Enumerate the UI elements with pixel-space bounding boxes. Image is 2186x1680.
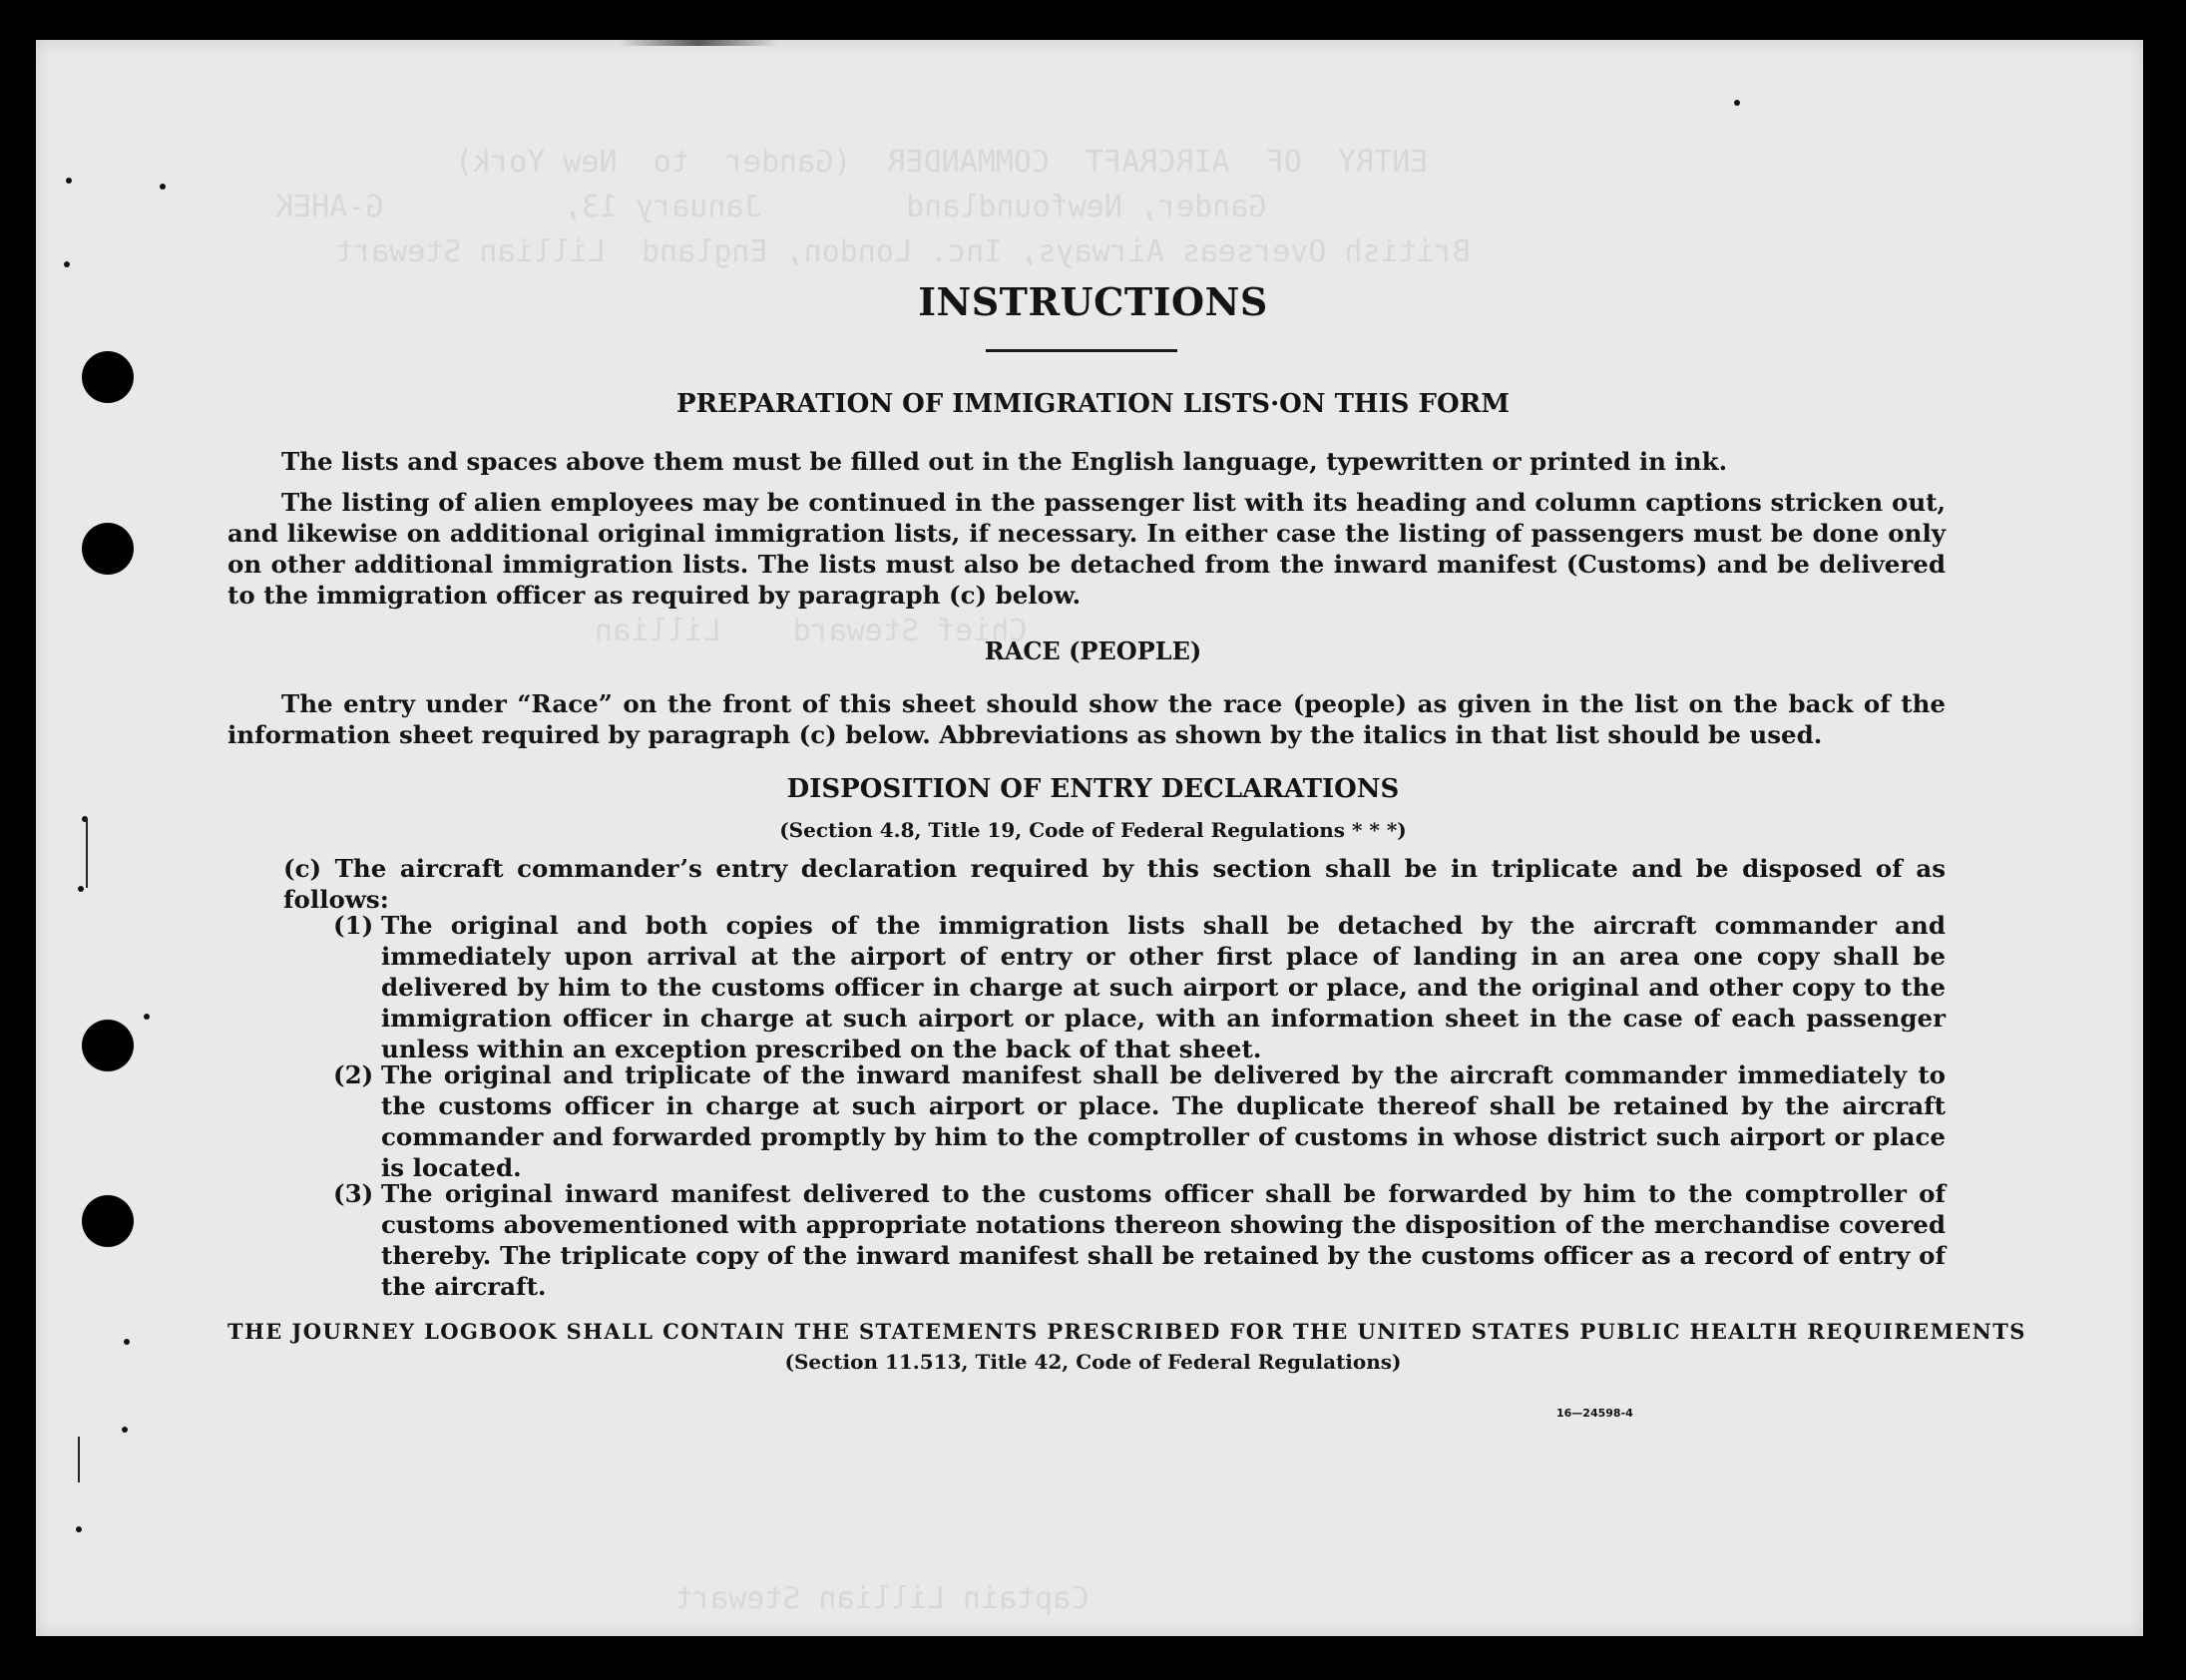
title-underline bbox=[986, 349, 1177, 352]
preparation-heading: PREPARATION OF IMMIGRATION LISTS·ON THIS FORM bbox=[676, 389, 1510, 419]
preparation-paragraph-1: The lists and spaces above them must be filled out in the English language, typewritten or printed in ink. bbox=[281, 447, 1728, 476]
disposition-heading: DISPOSITION OF ENTRY DECLARATIONS bbox=[786, 774, 1400, 804]
speck bbox=[78, 886, 84, 892]
clause-3-number: (3) bbox=[333, 1179, 374, 1208]
clause-2-number: (2) bbox=[333, 1060, 374, 1089]
speck bbox=[1734, 100, 1740, 106]
disposition-citation: (Section 4.8, Title 19, Code of Federal Regulations * * *) bbox=[779, 818, 1407, 842]
binder-hole bbox=[82, 1020, 134, 1071]
public-health-citation: (Section 11.513, Title 42, Code of Federal Regulations) bbox=[784, 1350, 1402, 1374]
bleed-through-text: ENTRY OF AIRCRAFT COMMANDER (Gander to New York) bbox=[455, 145, 1429, 180]
scan-edge-mark bbox=[619, 40, 778, 46]
clause-3-text: The original inward manifest delivered to the customs officer shall be forwarded by him to the comptroller of customs abovementioned with appropriate notations thereon showing the disposition of the merchandise covered thereby. The triplicate copy of the inward manifest shall be retained by the customs officer as a record of entry of the aircraft. bbox=[381, 1179, 1946, 1301]
disposition-intro: (c) The aircraft commander’s entry declaration required by this section shall be in triplicate and be disposed of as follows: bbox=[283, 854, 1946, 914]
clause-2-text: The original and triplicate of the inward manifest shall be delivered by the aircraft commander immediately to the customs officer in charge at such airport or place. The duplicate thereof shall be retained by the aircraft commander and forwarded promptly by him to the comptroller of customs in whose district such airport or place is located. bbox=[381, 1060, 1946, 1182]
form-number: 16—24598-4 bbox=[1556, 1407, 1633, 1420]
race-paragraph: The entry under “Race” on the front of this sheet should show the race (people) as given in the list on the back of the information sheet required by paragraph (c) below. Abbreviations as shown by the italics in that list should be used. bbox=[227, 689, 1946, 749]
speck bbox=[64, 261, 70, 267]
speck bbox=[76, 1526, 82, 1532]
speck bbox=[160, 184, 166, 190]
speck bbox=[144, 1014, 150, 1020]
race-heading: RACE (PEOPLE) bbox=[984, 636, 1202, 665]
bleed-through-text: British Overseas Airways, Inc. London, England Lillian Stewart bbox=[335, 234, 1471, 269]
public-health-heading: THE JOURNEY LOGBOOK SHALL CONTAIN THE STATEMENTS PRESCRIBED FOR THE UNITED STATES PUBLIC HEALTH REQUIREMENTS bbox=[227, 1319, 2026, 1344]
clause-1-text: The original and both copies of the immigration lists shall be detached by the aircraft commander and immediately upon arrival at the airport of entry or other first place of landing in an area one copy shall be delivered by him to the customs officer in charge at such airport or place, and the original and other copy to the immigration officer in charge at such airport or place, with an information sheet in the case of each passenger unless within an exception prescribed on the back of that sheet. bbox=[381, 911, 1946, 1063]
bleed-through-text: Chief Steward Lillian bbox=[595, 614, 1028, 648]
binder-hole bbox=[82, 523, 134, 575]
speck bbox=[124, 1339, 130, 1345]
clause-1-number: (1) bbox=[333, 911, 374, 940]
margin-mark bbox=[78, 1437, 80, 1482]
bleed-through-text: Gander, Newfoundland January 13, G-AHEK bbox=[275, 190, 1267, 224]
binder-hole bbox=[82, 1195, 134, 1247]
preparation-paragraph-2: The listing of alien employees may be continued in the passenger list with its heading and column captions stricken out, and likewise on additional original immigration lists, if necessary. In either case the listing of passengers must be done only on other additional immigration lists. The lists must also be detached from the inward manifest (Customs) and be delivered to the immigration officer as required by paragraph (c) below. bbox=[227, 488, 1946, 610]
page-title: INSTRUCTIONS bbox=[918, 279, 1268, 324]
bleed-through-text: Captain Lillian Stewart bbox=[674, 1581, 1090, 1616]
speck bbox=[66, 178, 72, 184]
speck bbox=[122, 1427, 128, 1433]
